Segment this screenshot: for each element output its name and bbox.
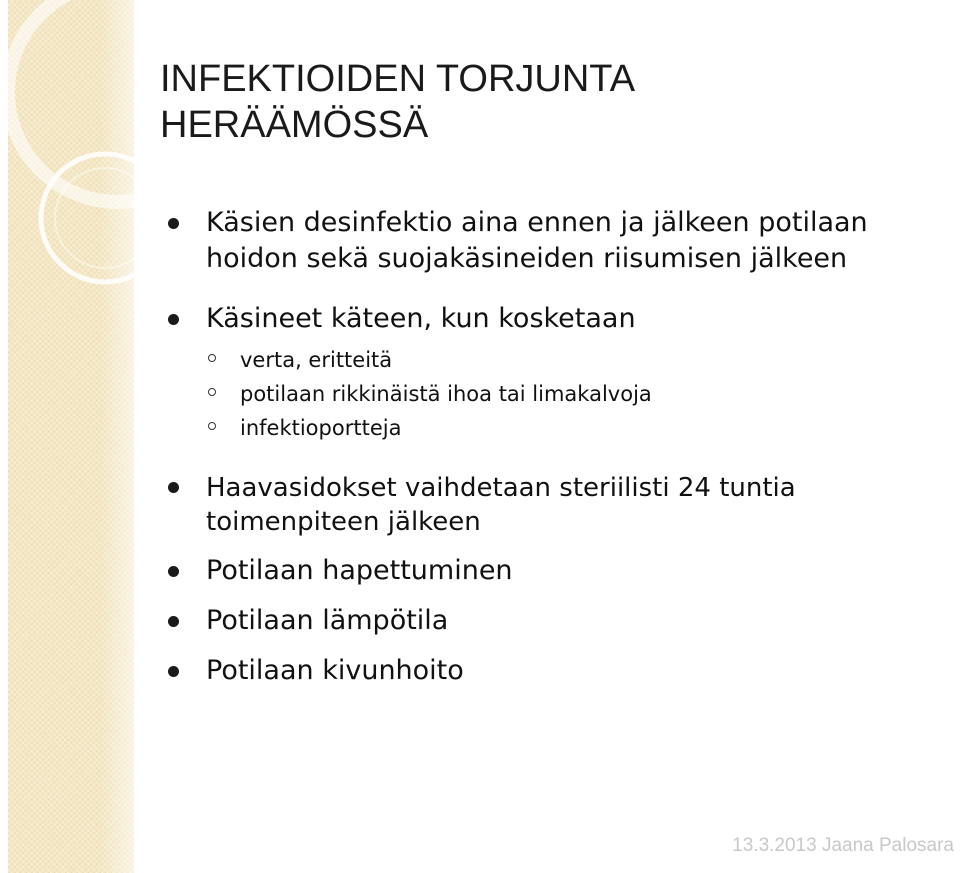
bullet-line: toimenpiteen jälkeen <box>206 507 481 537</box>
bullet-line: hoidon sekä suojakäsineiden riisumisen jälkeen <box>206 243 848 274</box>
bullet-line: Potilaan kivunhoito <box>206 655 464 686</box>
bullet-line: Potilaan hapettuminen <box>206 555 513 586</box>
bullet-gloves <box>160 301 950 337</box>
slide-footer: 13.3.2013 Jaana Palosara <box>732 835 954 856</box>
title-line-2: HERÄÄMÖSSÄ <box>160 104 429 146</box>
decorative-rings <box>0 0 134 320</box>
bullet-line: Käsien desinfektio aina ennen ja jälkeen potilaan <box>206 207 868 238</box>
bullet-oxygenation <box>160 553 950 589</box>
bullet-line: Haavasidokset vaihdetaan steriilisti 24 tuntia <box>206 473 796 503</box>
bullet-wound-dressings <box>160 471 950 539</box>
gloves-sub-list <box>160 343 950 445</box>
bullet-line: Potilaan lämpötila <box>206 605 449 636</box>
bullet-temperature <box>160 603 950 639</box>
sub-item: verta, eritteitä <box>160 343 950 377</box>
bullet-line: Käsineet käteen, kun kosketaan <box>206 303 636 334</box>
title-line-1: INFEKTIOIDEN TORJUNTA <box>160 58 636 100</box>
slide-title <box>160 56 920 148</box>
sub-item: infektioportteja <box>160 411 950 445</box>
sub-item: potilaan rikkinäistä ihoa tai limakalvoja <box>160 377 950 411</box>
bullet-pain-management <box>160 653 950 689</box>
slide-body <box>160 205 950 689</box>
bullet-hand-disinfection <box>160 205 950 277</box>
